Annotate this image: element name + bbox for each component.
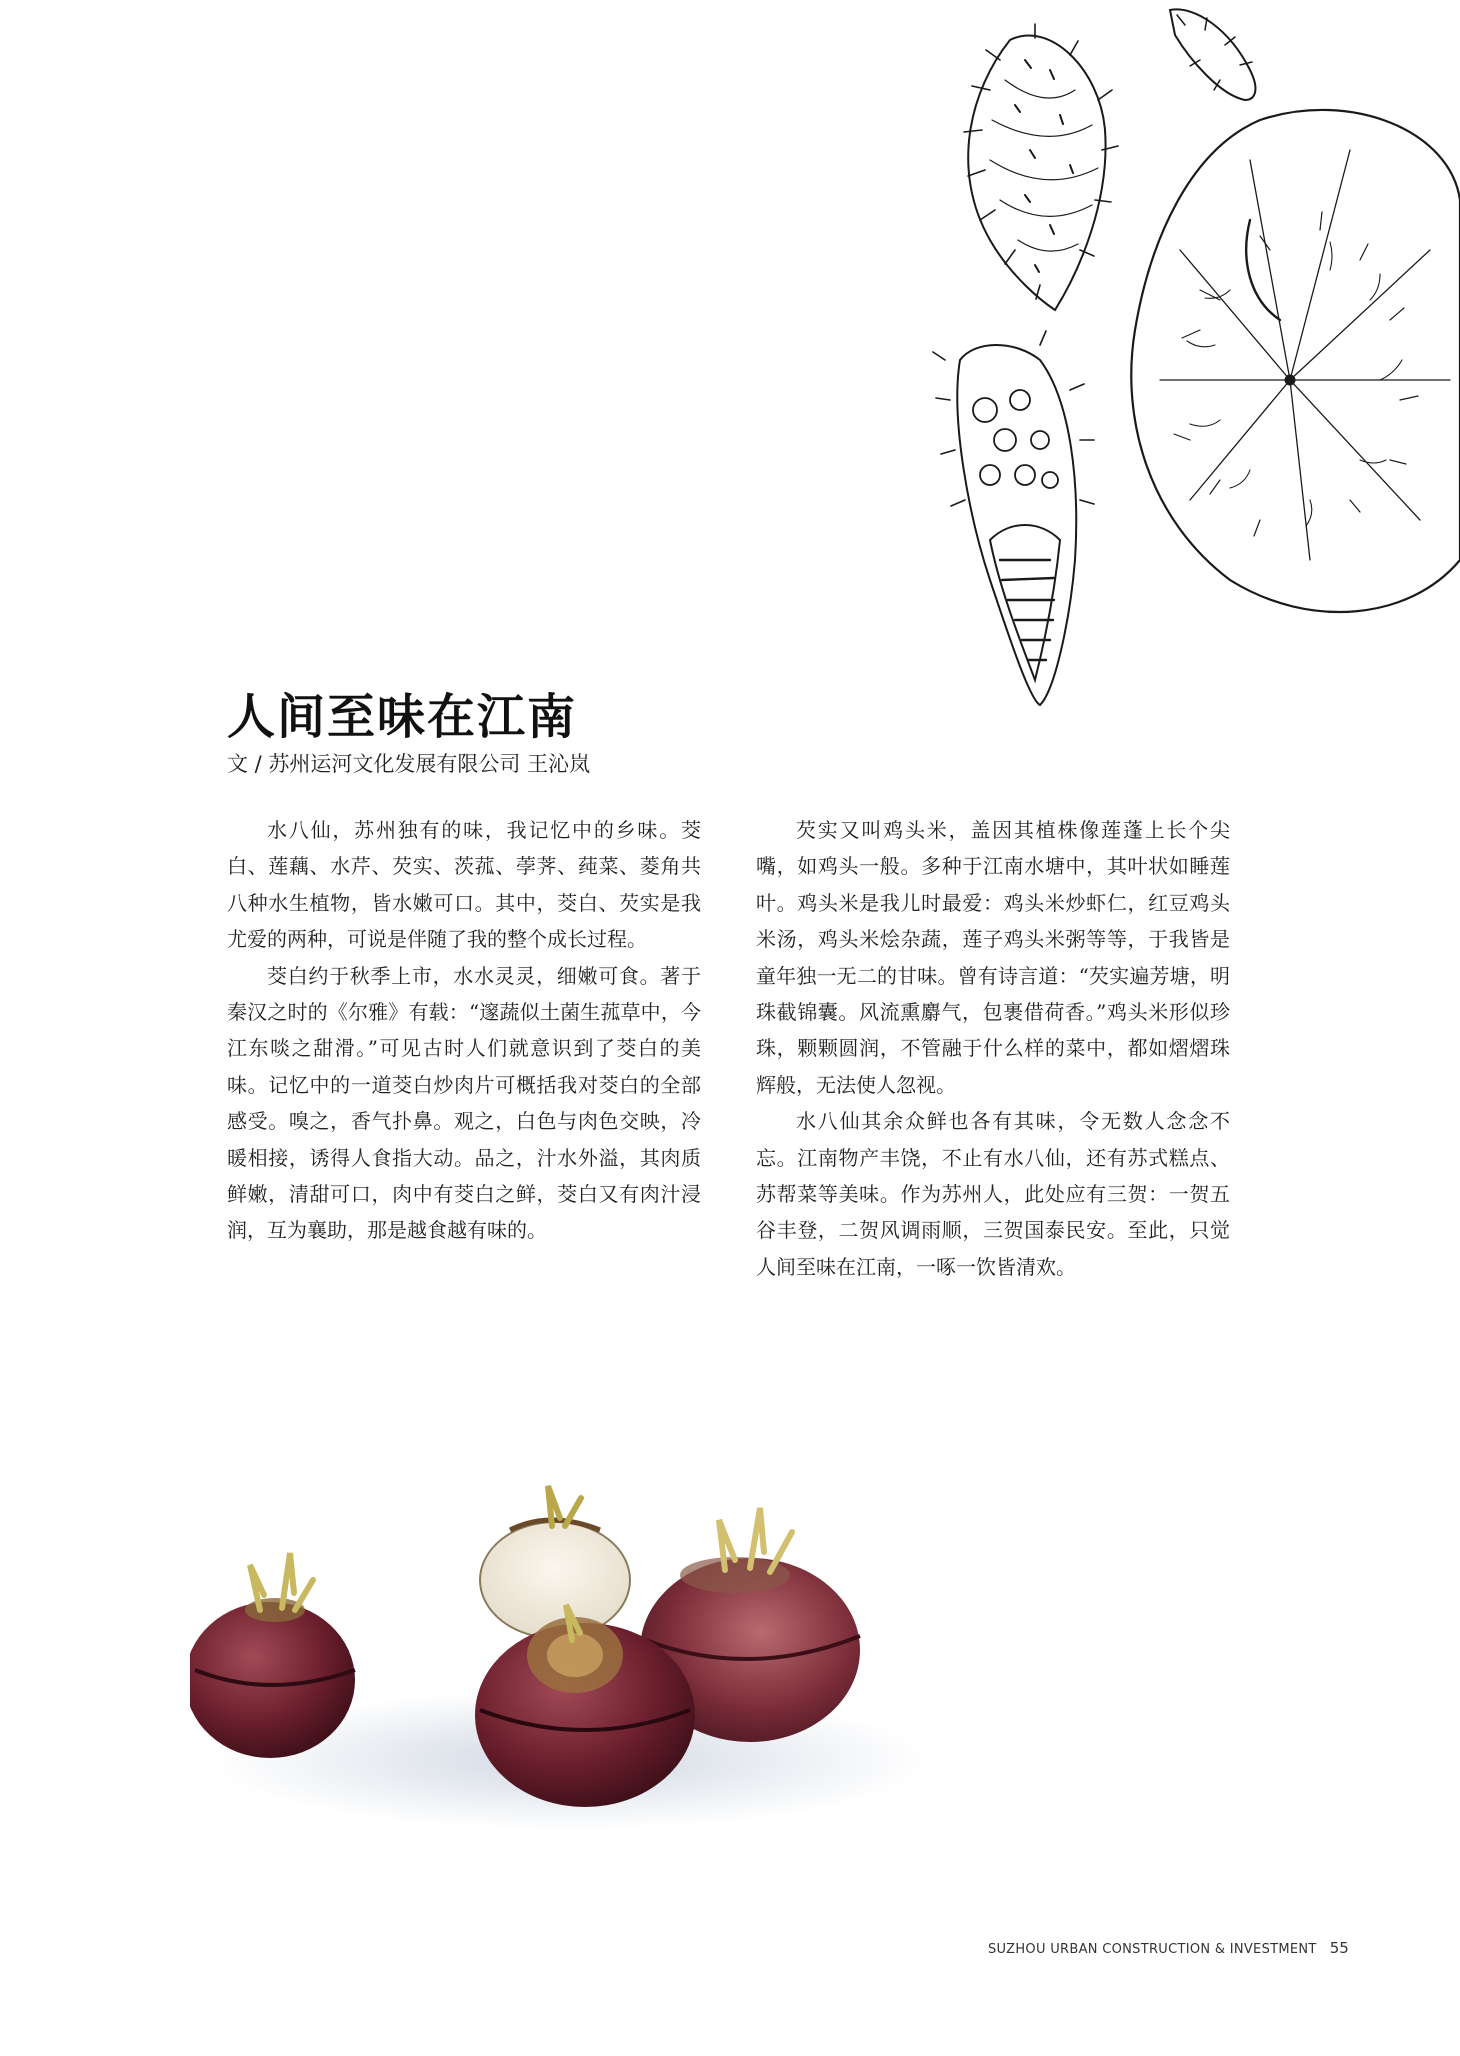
water-chestnut-left	[190, 1553, 355, 1758]
article-byline: 文 / 苏州运河文化发展有限公司 王沁岚	[227, 752, 591, 776]
small-seed-pod-drawing	[1170, 9, 1255, 100]
article-title: 人间至味在江南	[227, 689, 578, 745]
article-column-left	[227, 812, 701, 1249]
page-number: 55	[1329, 1939, 1349, 1957]
gorgon-plant-illustration	[930, 0, 1460, 710]
page-footer	[988, 1938, 1349, 1957]
paragraph: 水八仙，苏州独有的味，我记忆中的乡味。茭白、莲藕、水芹、芡实、茨菰、荸荠、莼菜、菱角共八种水生植物，皆水嫩可口。其中，茭白、芡实是我尤爱的两种，可说是伴随了我的整个成长过程。	[227, 818, 701, 952]
water-chestnut-watercolor	[190, 1460, 950, 1840]
cut-seed-pod-drawing	[933, 331, 1094, 705]
lily-pad-drawing	[1131, 110, 1460, 612]
magazine-name: SUZHOU URBAN CONSTRUCTION & INVESTMENT	[988, 1942, 1317, 1957]
article-column-right	[756, 812, 1230, 1285]
spiny-seed-pod-drawing	[964, 24, 1118, 310]
paragraph: 茭白约于秋季上市，水水灵灵，细嫩可食。著于秦汉之时的《尔雅》有载：“邃蔬似土菌生菰草中，今江东啖之甜滑。”可见古时人们就意识到了茭白的美味。记忆中的一道茭白炒肉片可概括我对茭白的全部感受。嗅之，香气扑鼻。观之，白色与肉色交映，冷暖相接，诱得人食指大动。品之，汁水外溢，其肉质鲜嫩，清甜可口，肉中有茭白之鲜，茭白又有肉汁浸润，互为襄助，那是越食越有味的。	[227, 963, 701, 1243]
paragraph: 水八仙其余众鲜也各有其味，令无数人念念不忘。江南物产丰饶，不止有水八仙，还有苏式糕点、苏帮菜等美味。作为苏州人，此处应有三贺：一贺五谷丰登，二贺风调雨顺，三贺国泰民安。至此，只觉人间至味在江南，一啄一饮皆清欢。	[756, 1109, 1230, 1279]
paragraph: 芡实又叫鸡头米，盖因其植株像莲蓬上长个尖嘴，如鸡头一般。多种于江南水塘中，其叶状如睡莲叶。鸡头米是我儿时最爱：鸡头米炒虾仁，红豆鸡头米汤，鸡头米烩杂蔬，莲子鸡头米粥等等，于我皆是童年独一无二的甘味。曾有诗言道：“芡实遍芳塘，明珠截锦囊。风流熏麝气，包裹借荷香。”鸡头米形似珍珠，颗颗圆润，不管融于什么样的菜中，都如熠熠珠辉般，无法使人忽视。	[756, 818, 1230, 1097]
water-chestnut-peeled	[480, 1486, 630, 1638]
